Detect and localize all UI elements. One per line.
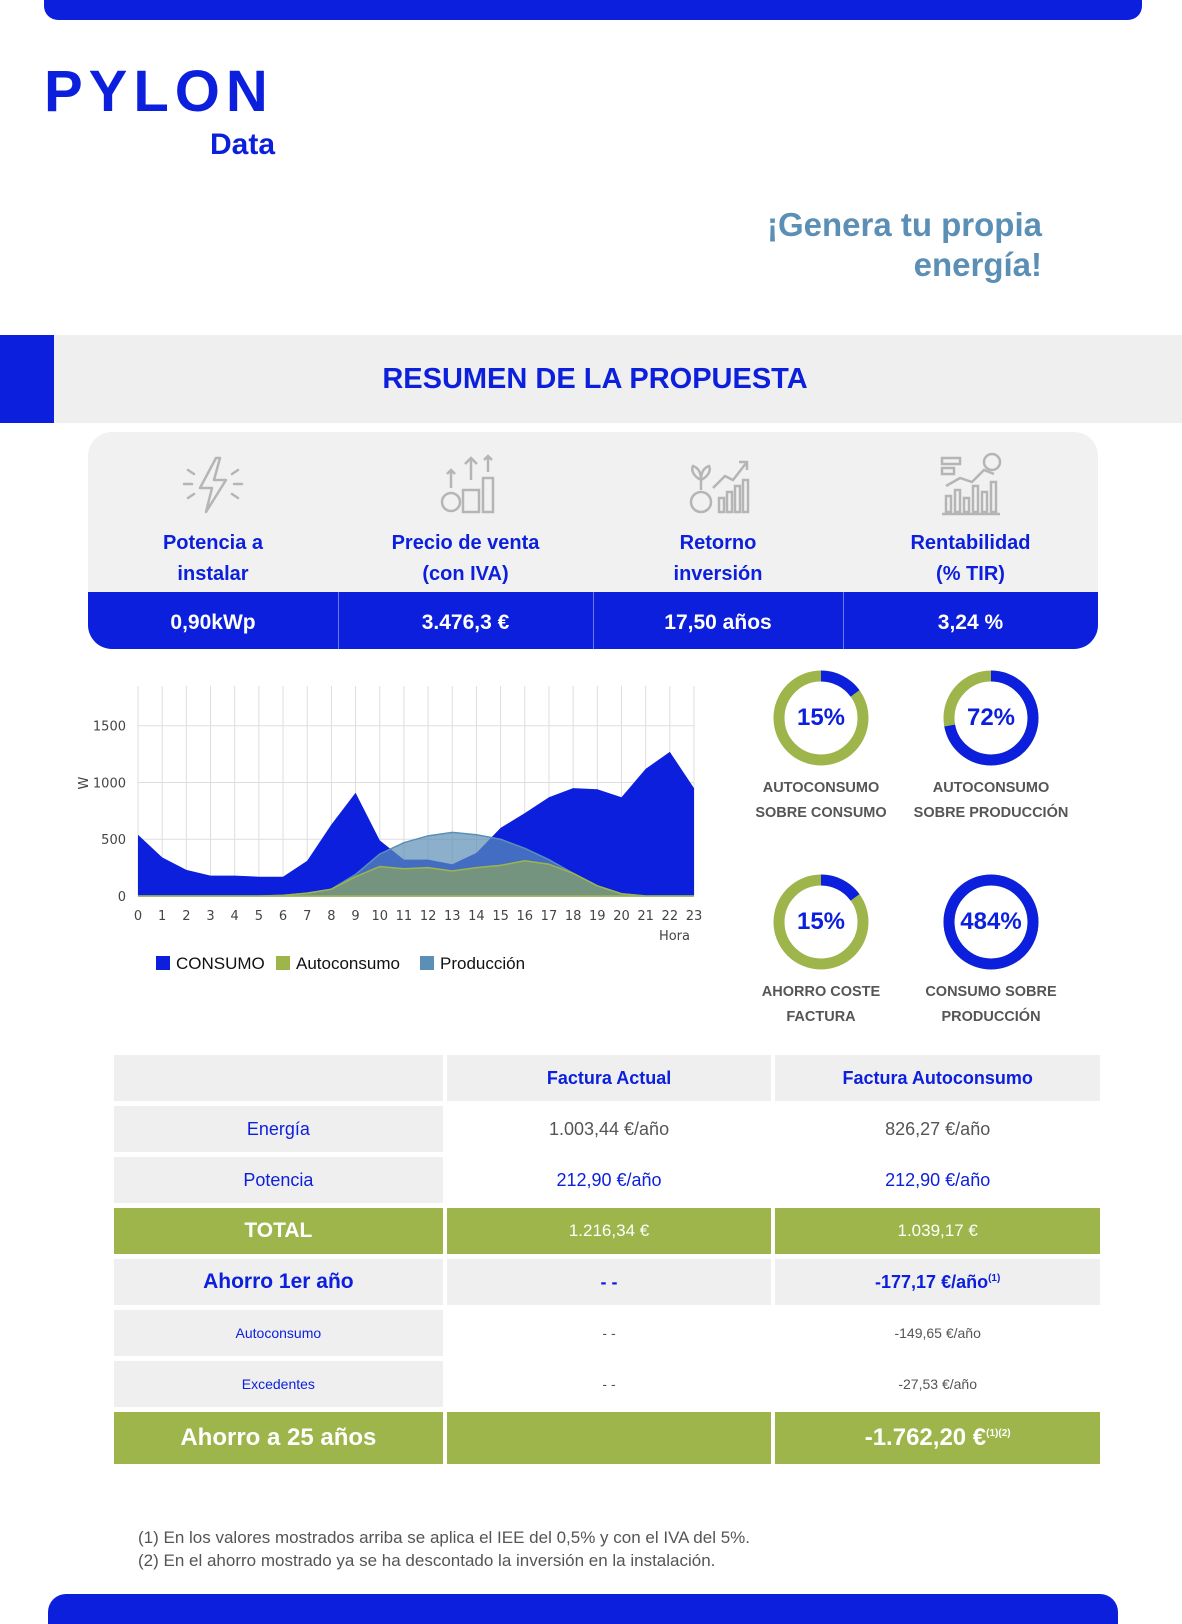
donut-caption xyxy=(891,776,1091,826)
x-tick-label: 10 xyxy=(371,909,389,924)
table-row-ahorro-25 xyxy=(114,1412,1100,1464)
donut-percentage: 15% xyxy=(796,908,846,935)
kpi-value-price: 3.476,3 € xyxy=(421,611,510,634)
x-tick-label: 15 xyxy=(492,909,509,924)
top-bar xyxy=(44,0,1142,20)
cell-actual: - - xyxy=(447,1259,772,1305)
table-row-autoconsumo xyxy=(114,1310,1100,1356)
kpi-divider xyxy=(593,592,594,649)
cell-actual: - - xyxy=(602,1376,616,1392)
x-tick-label: 23 xyxy=(685,909,703,924)
legend-swatch xyxy=(276,956,290,970)
x-tick-label: 21 xyxy=(637,909,654,924)
cell-auto xyxy=(775,1259,1100,1305)
donut-percentage: 15% xyxy=(796,704,846,731)
kpi-label-line: (% TIR) xyxy=(936,563,1005,585)
kpi-label xyxy=(843,528,1098,590)
cell-actual: 1.003,44 €/año xyxy=(548,1118,670,1139)
row-label: TOTAL xyxy=(114,1208,443,1254)
section-title: RESUMEN DE LA PROPUESTA xyxy=(382,363,808,395)
y-axis-label: W xyxy=(77,776,92,790)
x-tick-label: 6 xyxy=(278,909,288,924)
donut-caption-line: PRODUCCIÓN xyxy=(941,1009,1041,1025)
donut-panel xyxy=(755,668,1160,1028)
table-row-total xyxy=(114,1208,1100,1254)
legend-label: Autoconsumo xyxy=(296,954,400,973)
kpi-label xyxy=(338,528,593,590)
kpi-value-profitability: 3,24 % xyxy=(937,611,1004,634)
donut-caption-line: SOBRE CONSUMO xyxy=(755,805,887,821)
x-tick-label: 20 xyxy=(613,909,630,924)
x-tick-label: 8 xyxy=(327,909,336,924)
cell-auto: 1.039,17 € xyxy=(775,1208,1100,1254)
cell-auto: 826,27 €/año xyxy=(885,1118,991,1139)
footnote-1: (1) En los valores mostrados arriba se aplica el IEE del 0,5% y con el IVA del 5%. xyxy=(138,1528,750,1547)
donut-caption xyxy=(891,980,1091,1030)
x-tick-label: 3 xyxy=(206,909,215,924)
x-tick-label: 2 xyxy=(182,909,191,924)
logo: PYLON xyxy=(44,59,274,124)
cell-auto: -149,65 €/año xyxy=(894,1325,981,1341)
kpi-value-return: 17,50 años xyxy=(664,611,772,634)
row-label: Ahorro a 25 años xyxy=(114,1412,443,1464)
x-tick-label: 22 xyxy=(661,909,679,924)
legend-label: CONSUMO xyxy=(176,954,265,973)
price-growth-icon xyxy=(431,450,501,520)
y-tick-label: 1000 xyxy=(92,776,126,792)
x-tick-label: 13 xyxy=(443,909,461,924)
hourly-chart-svg xyxy=(70,678,730,988)
table-header-row xyxy=(114,1055,1100,1101)
legend-swatch xyxy=(156,956,170,970)
kpi-power xyxy=(88,432,338,592)
kpi-divider xyxy=(338,592,339,649)
x-tick-label: 1 xyxy=(158,909,167,924)
kpi-return xyxy=(593,432,843,592)
x-tick-label: 5 xyxy=(254,909,264,924)
profitability-chart-icon xyxy=(936,450,1006,520)
kpi-label-line: Rentabilidad xyxy=(910,532,1031,554)
bottom-bar xyxy=(48,1594,1118,1624)
lightning-icon xyxy=(178,450,248,520)
x-tick-label: 0 xyxy=(133,909,143,924)
investment-return-icon xyxy=(683,450,753,520)
cell-actual xyxy=(447,1412,772,1464)
kpi-label-line: Precio de venta xyxy=(391,532,540,554)
kpi-label xyxy=(593,528,843,590)
kpi-label-line: instalar xyxy=(177,563,249,585)
kpi-panel xyxy=(88,432,1098,649)
kpi-label-line: inversión xyxy=(673,563,763,585)
y-tick-label: 500 xyxy=(101,833,126,849)
cell-actual: - - xyxy=(602,1325,616,1341)
donut-item xyxy=(913,668,1130,868)
y-tick-label: 1500 xyxy=(92,719,126,735)
table-row-energia xyxy=(114,1106,1100,1152)
donut-caption-line: FACTURA xyxy=(786,1009,856,1025)
slogan-line-2: energía! xyxy=(913,246,1042,283)
table-row-ahorro xyxy=(114,1259,1100,1305)
kpi-label xyxy=(88,528,338,590)
kpi-label-line: Retorno xyxy=(679,532,757,554)
x-tick-label: 11 xyxy=(395,909,413,924)
slogan-line-1: ¡Genera tu propia xyxy=(766,206,1042,243)
kpi-label-line: (con IVA) xyxy=(422,563,509,585)
cell-auto xyxy=(775,1412,1100,1464)
header-factura-actual: Factura Actual xyxy=(447,1055,772,1101)
y-tick-label: 0 xyxy=(117,890,126,905)
footnote-ref: (1)(2) xyxy=(986,1428,1011,1439)
logo-subtitle: Data xyxy=(210,128,276,161)
donut-caption-line: AUTOCONSUMO xyxy=(762,780,880,796)
footnote-2: (2) En el ahorro mostrado ya se ha descontado la inversión en la instalación. xyxy=(138,1551,716,1570)
kpi-divider xyxy=(843,592,844,649)
x-tick-label: 17 xyxy=(540,909,558,924)
cell-actual: 1.216,34 € xyxy=(447,1208,772,1254)
x-tick-label: 16 xyxy=(516,909,534,924)
x-tick-label: 12 xyxy=(419,909,437,924)
cell-actual: 212,90 €/año xyxy=(556,1169,662,1190)
x-tick-label: 19 xyxy=(589,909,606,924)
donut-caption-line: AHORRO COSTE xyxy=(761,984,881,1000)
x-tick-label: 4 xyxy=(230,909,239,924)
donut-item xyxy=(925,872,1130,1072)
x-tick-label: 14 xyxy=(468,909,485,924)
hourly-chart xyxy=(70,678,730,988)
row-label: Energía xyxy=(114,1106,443,1152)
x-axis-label: Hora xyxy=(658,929,690,944)
row-label: Excedentes xyxy=(114,1361,443,1407)
donut-caption-line: AUTOCONSUMO xyxy=(932,780,1050,796)
kpi-price xyxy=(338,432,593,592)
donut-caption-line: CONSUMO SOBRE xyxy=(925,984,1057,1000)
x-tick-label: 18 xyxy=(564,909,582,924)
legend-swatch xyxy=(420,956,434,970)
invoice-table xyxy=(110,1050,1104,1469)
donut-caption-line: SOBRE PRODUCCIÓN xyxy=(913,805,1069,821)
kpi-label-line: Potencia a xyxy=(162,532,264,554)
row-label: Potencia xyxy=(114,1157,443,1203)
table-row-potencia xyxy=(114,1157,1100,1203)
legend-label: Producción xyxy=(440,954,526,973)
section-accent xyxy=(0,335,54,423)
header-factura-autoconsumo: Factura Autoconsumo xyxy=(775,1055,1100,1101)
footnotes xyxy=(138,1526,750,1572)
ahorro-value: -177,17 €/año xyxy=(875,1271,989,1292)
table-row-excedentes xyxy=(114,1361,1100,1407)
donut-percentage: 484% xyxy=(960,908,1022,935)
donut-percentage: 72% xyxy=(966,704,1016,731)
x-tick-label: 7 xyxy=(303,909,312,924)
cell-auto: 212,90 €/año xyxy=(885,1169,991,1190)
kpi-profitability xyxy=(843,432,1098,592)
cell-auto: -27,53 €/año xyxy=(898,1376,977,1392)
footnote-ref: (1) xyxy=(988,1272,1001,1284)
row-label: Autoconsumo xyxy=(114,1310,443,1356)
row-label: Ahorro 1er año xyxy=(114,1259,443,1305)
table-header-empty xyxy=(114,1055,443,1101)
ahorro-25-value: -1.762,20 € xyxy=(864,1424,987,1451)
kpi-value-power: 0,90kWp xyxy=(170,611,256,634)
slogan xyxy=(767,205,1042,285)
x-tick-label: 9 xyxy=(351,909,360,924)
